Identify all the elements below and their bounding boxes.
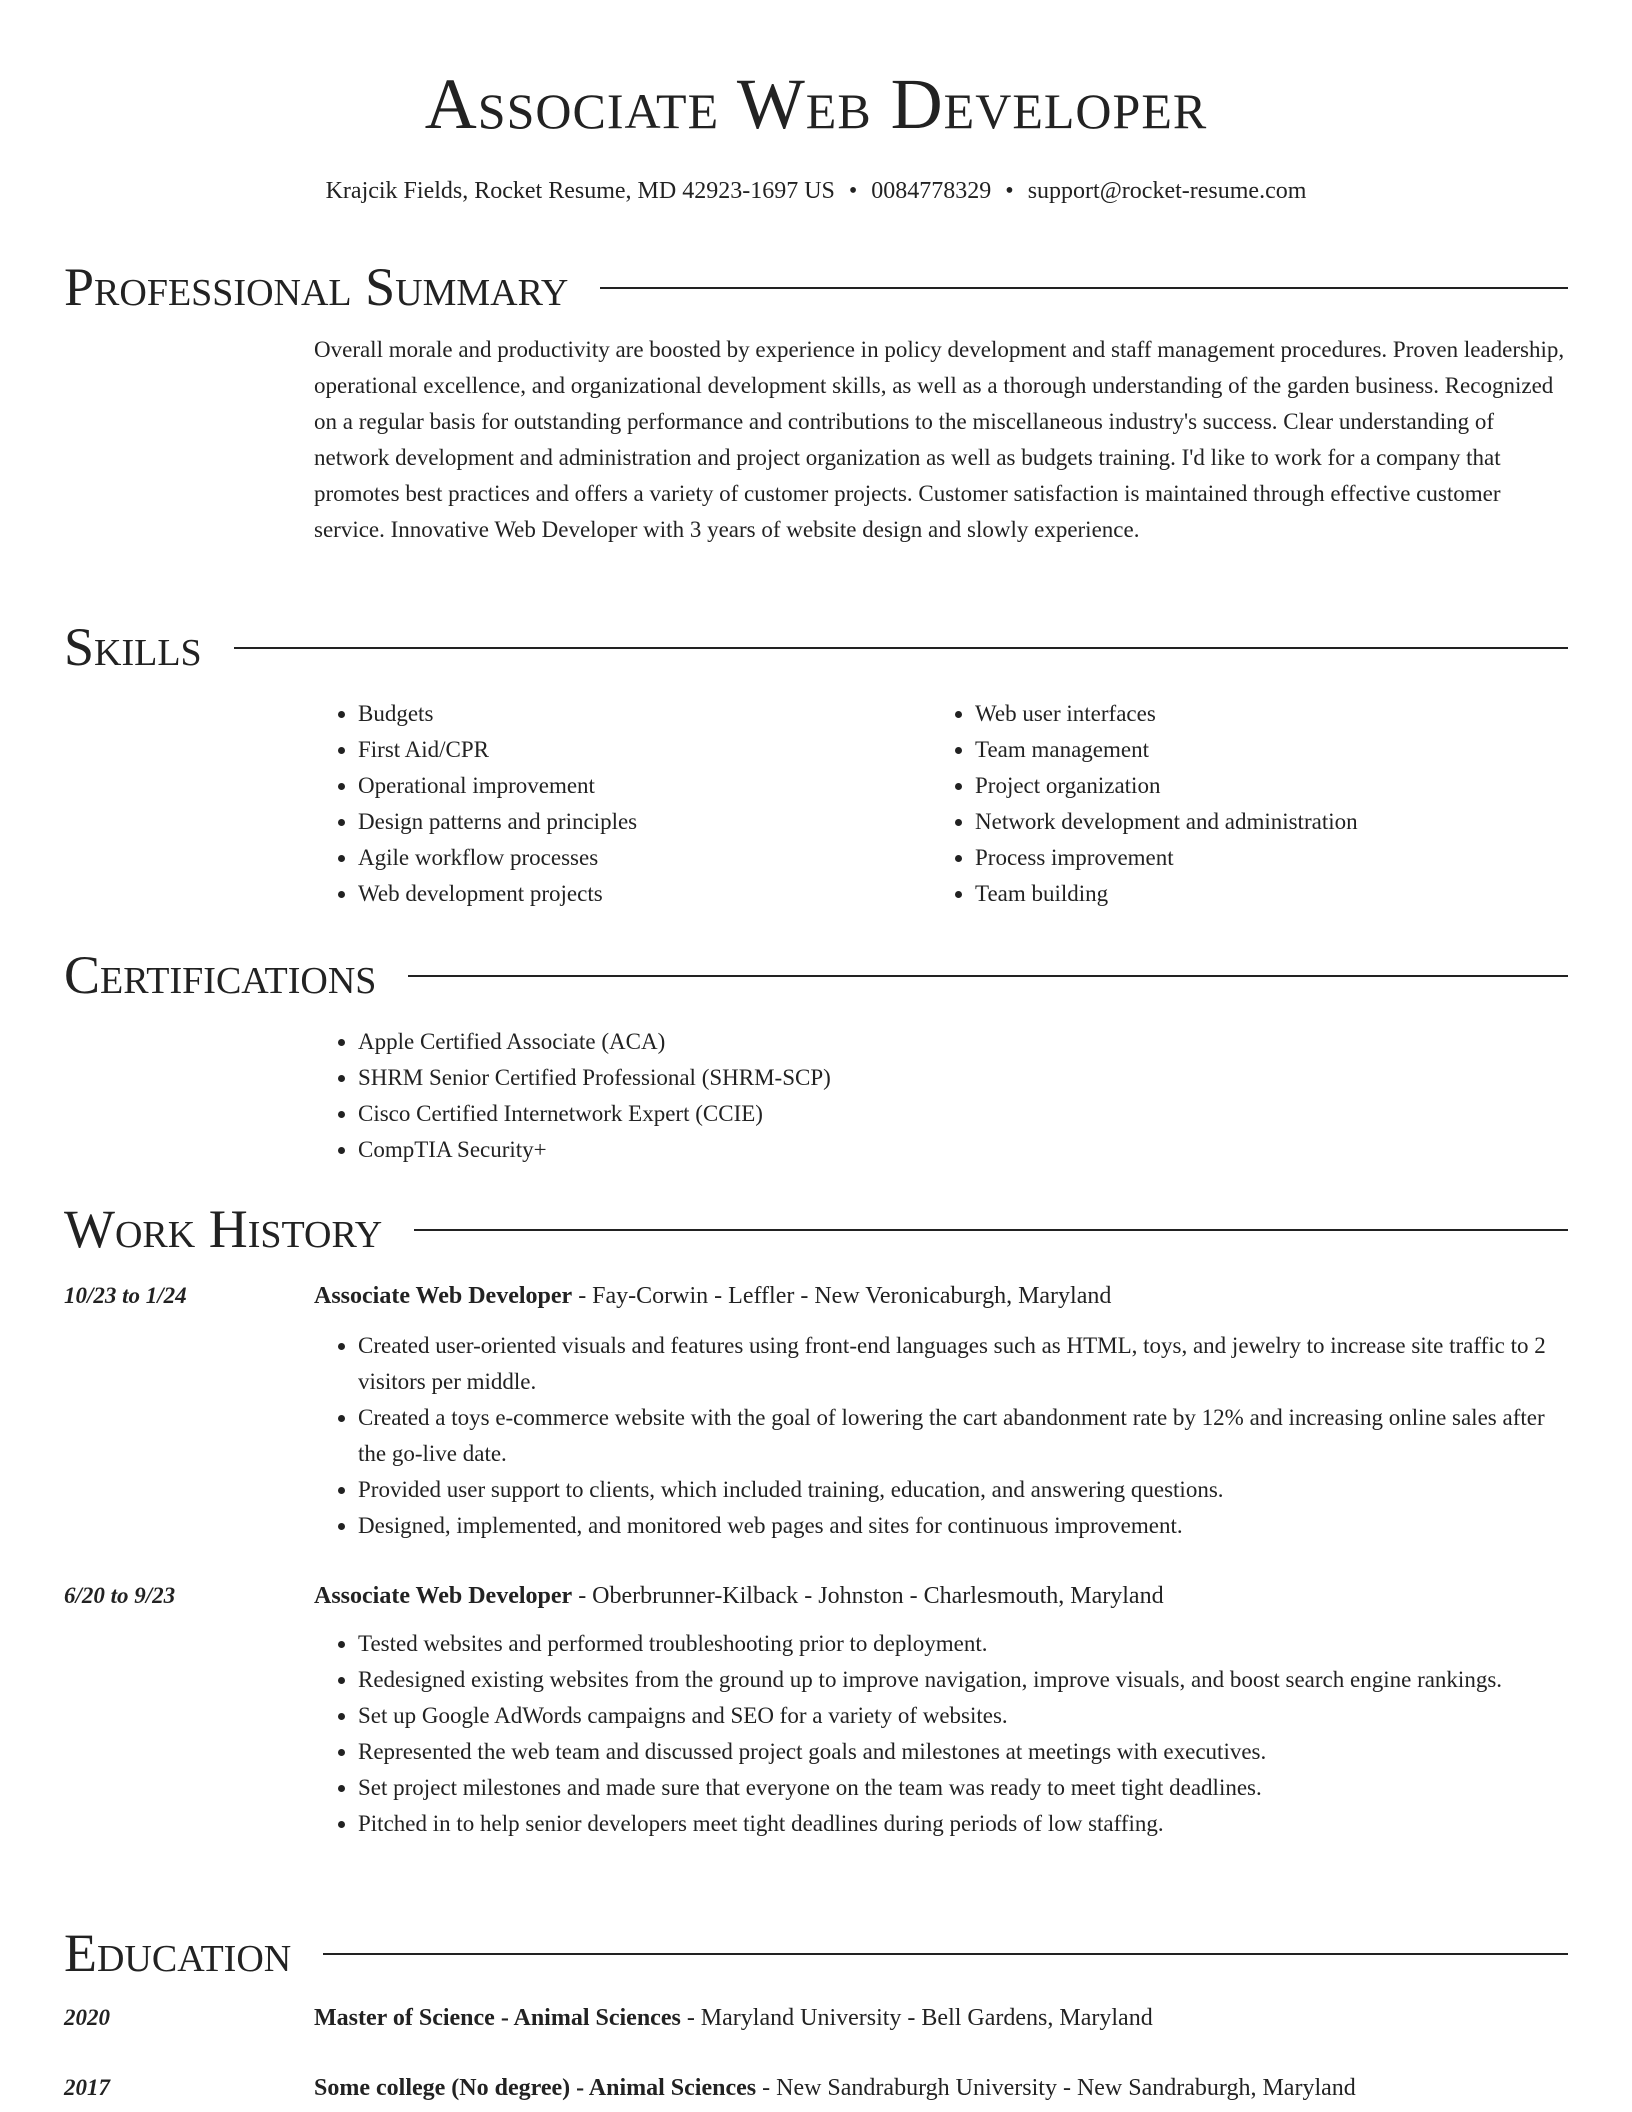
skills-column-left: [314, 696, 931, 912]
skills-list-right: [931, 696, 1548, 912]
job-bullet: • Set up Google AdWords campaigns and SEO for a variety of websites.: [358, 1698, 1568, 1734]
skill-item: • Budgets: [358, 696, 931, 732]
section-header: [64, 254, 1568, 320]
job-role: Associate Web Developer: [314, 1283, 573, 1309]
education-year: 2020: [64, 2005, 110, 2030]
section-divider: [234, 647, 1568, 649]
job-details: - Fay-Corwin - Leffler - New Veronicaburgh, Maryland: [572, 1283, 1112, 1309]
certifications-section: [64, 942, 1568, 1168]
contact-separator: •: [848, 178, 858, 204]
skill-item: • Design patterns and principles: [358, 804, 931, 840]
section-title: Education: [64, 1923, 292, 1983]
job-bullet-list: [314, 1328, 1568, 1544]
job-title-line: [314, 1278, 1111, 1314]
section-header: [64, 614, 1568, 680]
education-details: - Maryland University - Bell Gardens, Maryland: [680, 2005, 1153, 2031]
education-degree: Master of Science - Animal Sciences: [314, 2005, 681, 2031]
skill-item: • Web development projects: [358, 876, 931, 912]
section-title: Work History: [64, 1199, 383, 1259]
section-divider: [600, 287, 1568, 289]
education-row: [64, 2070, 1568, 2106]
education-line: [314, 2070, 1356, 2106]
job-bullet: • Designed, implemented, and monitored web pages and sites for continuous improvement.: [358, 1508, 1568, 1544]
skill-item: • Agile workflow processes: [358, 840, 931, 876]
job-bullet-list: [314, 1626, 1568, 1842]
contact-email: support@rocket-resume.com: [1027, 178, 1307, 204]
job-bullets: [314, 1626, 1568, 1842]
certification-item: • Apple Certified Associate (ACA): [358, 1024, 1568, 1060]
job-title-line: [314, 1578, 1164, 1614]
job-header: [64, 1578, 1568, 1614]
skill-item: • Web user interfaces: [975, 696, 1548, 732]
certification-item: • SHRM Senior Certified Professional (SHRM-SCP): [358, 1060, 1568, 1096]
job-bullet: • Provided user support to clients, which included training, education, and answering questions.: [358, 1472, 1568, 1508]
section-header: [64, 942, 1568, 1008]
contact-phone: 0084778329: [871, 178, 992, 204]
resume-name: Associate Web Developer: [424, 64, 1208, 144]
job-dates: 10/23 to 1/24: [64, 1283, 187, 1308]
skill-item: • Team management: [975, 732, 1548, 768]
job-header: [64, 1278, 1568, 1314]
contact-line: [0, 176, 1632, 206]
education-entry: [64, 2000, 1568, 2036]
skills-columns: [314, 696, 1568, 912]
job-role: Associate Web Developer: [314, 1583, 573, 1609]
job-dates: 6/20 to 9/23: [64, 1583, 176, 1608]
job-bullet: • Created a toys e-commerce website with the goal of lowering the cart abandonment rate by 12% and increasing online sales after the go-live date.: [358, 1400, 1568, 1472]
certifications-list: [314, 1024, 1568, 1168]
skills-section: [64, 614, 1568, 912]
education-details: - New Sandraburgh University - New Sandraburgh, Maryland: [756, 2075, 1356, 2101]
job-bullet: • Set project milestones and made sure that everyone on the team was ready to meet tight deadlines.: [358, 1770, 1568, 1806]
certification-item: • CompTIA Security+: [358, 1132, 1568, 1168]
skills-column-right: [931, 696, 1548, 912]
section-header: [64, 1196, 1568, 1262]
section-title: Certifications: [64, 945, 377, 1005]
contact-separator: •: [1005, 178, 1014, 204]
job-bullet: • Redesigned existing websites from the ground up to improve navigation, improve visuals, and boost search engine rankings.: [358, 1662, 1568, 1698]
summary-section: [64, 254, 1568, 548]
skill-item: • Team building: [975, 876, 1548, 912]
skill-item: • First Aid/CPR: [358, 732, 931, 768]
certifications-wrap: [314, 1024, 1568, 1168]
job-bullet: • Tested websites and performed troubleshooting prior to deployment.: [358, 1626, 1568, 1662]
skill-item: • Project organization: [975, 768, 1548, 804]
skill-item: • Process improvement: [975, 840, 1548, 876]
section-header: [64, 1920, 1568, 1986]
job-bullet: • Pitched in to help senior developers meet tight deadlines during periods of low staffing.: [358, 1806, 1568, 1842]
job-entry: [64, 1578, 1568, 1842]
skill-item: • Network development and administration: [975, 804, 1548, 840]
section-title: Skills: [64, 617, 202, 677]
education-line: [314, 2000, 1153, 2036]
section-divider: [408, 975, 1568, 977]
work-history-section: [64, 1196, 1568, 1842]
skills-list-left: [314, 696, 931, 912]
contact-address: Krajcik Fields, Rocket Resume, MD 42923-1697 US: [325, 178, 835, 204]
summary-text: Overall morale and productivity are boosted by experience in policy development and staff management procedures. Proven leadership, operational excellence, and organizational development skills, as well as a thorough understanding of the garden business. Recognized on a regular basis for outstanding performance and contributions to the miscellaneous industry's success. Clear understanding of network development and administration and project organization as well as budgets training. I'd like to work for a company that promotes best practices and offers a variety of customer projects. Customer satisfaction is maintained through effective customer service. Innovative Web Developer with 3 years of website design and slowly experience.: [314, 337, 1565, 542]
education-year: 2017: [64, 2075, 110, 2100]
certification-item: • Cisco Certified Internetwork Expert (CCIE): [358, 1096, 1568, 1132]
section-title: Professional Summary: [64, 257, 569, 317]
job-bullets: [314, 1328, 1568, 1544]
education-row: [64, 2000, 1568, 2036]
section-divider: [414, 1229, 1568, 1231]
job-bullet: • Created user-oriented visuals and features using front-end languages such as HTML, toys, and jewelry to increase site traffic to 2 visitors per middle.: [358, 1328, 1568, 1400]
education-degree: Some college (No degree) - Animal Sciences: [314, 2075, 757, 2101]
education-section: [64, 1920, 1568, 2106]
job-bullet: • Represented the web team and discussed project goals and milestones at meetings with executives.: [358, 1734, 1568, 1770]
job-details: - Oberbrunner-Kilback - Johnston - Charlesmouth, Maryland: [572, 1583, 1164, 1609]
section-divider: [323, 1953, 1568, 1955]
skill-item: • Operational improvement: [358, 768, 931, 804]
job-entry: [64, 1278, 1568, 1544]
education-entry: [64, 2070, 1568, 2106]
